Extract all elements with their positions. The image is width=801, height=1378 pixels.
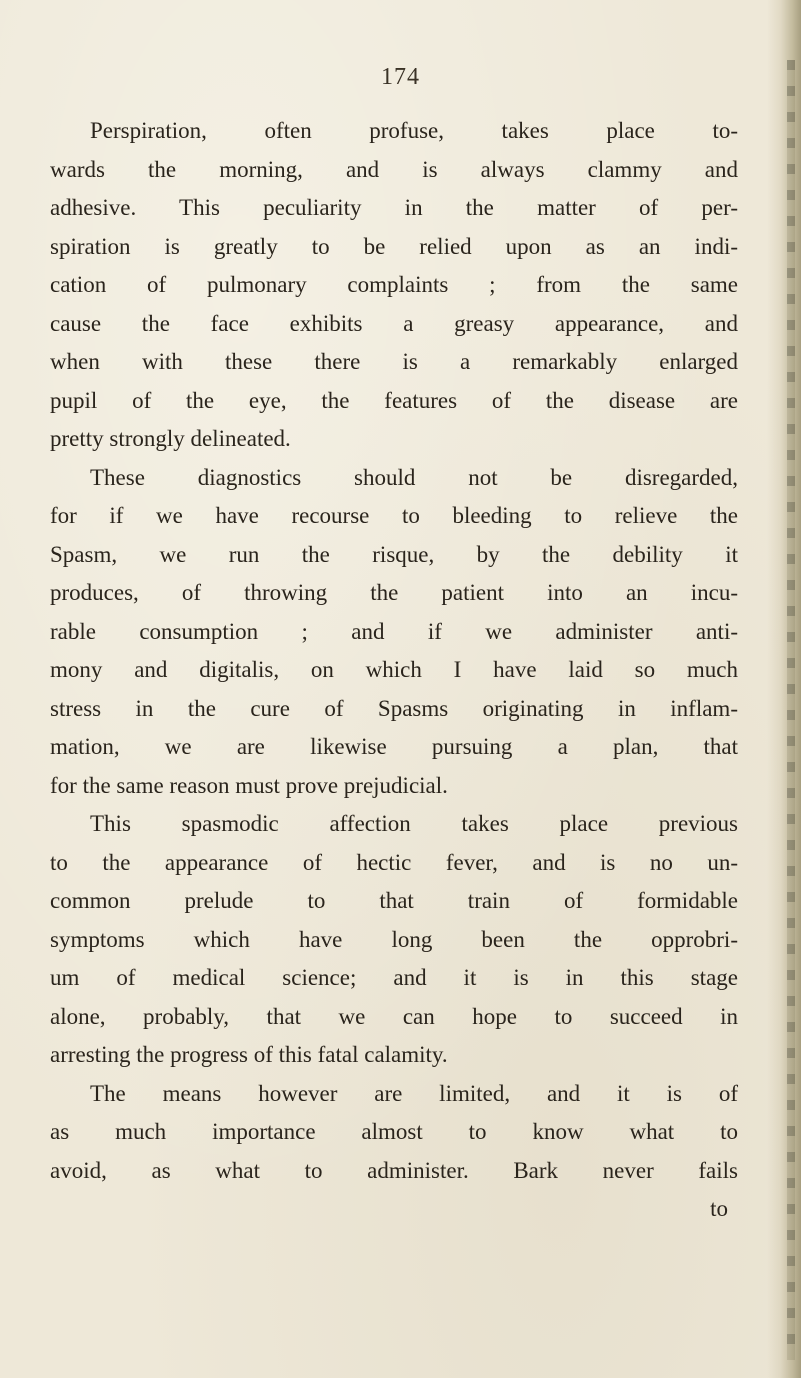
page-number: 174 — [381, 64, 420, 90]
catchword: to — [710, 1196, 728, 1221]
text-line: adhesive. This peculiarity in the matter of per- — [50, 195, 738, 220]
page-binding-shadow — [787, 60, 795, 1360]
text-line: to the appearance of hectic fever, and is no un- — [50, 849, 738, 875]
text-line: The means however are limited, and it is of — [90, 1080, 738, 1106]
text-line: avoid, as what to administer. Bark never fails — [50, 1157, 738, 1183]
text-line: common prelude to that train of formidable — [50, 888, 738, 913]
text-line: cation of pulmonary complaints ; from the same — [50, 272, 738, 297]
text-line: produces, of throwing the patient into an incu- — [50, 580, 738, 605]
text-line: stress in the cure of Spasms originating in inflam- — [50, 695, 738, 721]
text-line: symptoms which have long been the opprobri- — [50, 926, 738, 952]
text-line: These diagnostics should not be disregarded, — [90, 464, 738, 490]
text-line: spiration is greatly to be relied upon as an indi- — [50, 233, 738, 259]
text-line: pretty strongly delineated. — [50, 426, 291, 451]
text-line: mony and digitalis, on which I have laid so much — [50, 657, 738, 682]
text-line: Perspiration, often profuse, takes place to- — [90, 118, 738, 143]
text-line: for the same reason must prove prejudicial. — [50, 772, 448, 798]
text-line: for if we have recourse to bleeding to relieve the — [50, 503, 738, 528]
text-line: as much importance almost to know what to — [50, 1119, 738, 1144]
body-text — [50, 112, 738, 1229]
text-line: mation, we are likewise pursuing a plan, that — [50, 734, 738, 759]
text-line: um of medical science; and it is in this stage — [50, 965, 738, 990]
text-line: alone, probably, that we can hope to succeed in — [50, 1003, 738, 1029]
text-line: when with these there is a remarkably enlarged — [50, 349, 738, 374]
text-line: wards the morning, and is always clammy and — [50, 156, 738, 182]
text-line: Spasm, we run the risque, by the debility it — [50, 541, 738, 567]
text-line: This spasmodic affection takes place previous — [90, 811, 738, 836]
text-line: rable consumption ; and if we administer anti- — [50, 618, 738, 644]
text-line: arresting the progress of this fatal calamity. — [50, 1042, 448, 1067]
text-line: cause the face exhibits a greasy appearance, and — [50, 310, 738, 336]
text-line: pupil of the eye, the features of the disease are — [50, 387, 738, 413]
page-binding-edge — [767, 0, 801, 1378]
